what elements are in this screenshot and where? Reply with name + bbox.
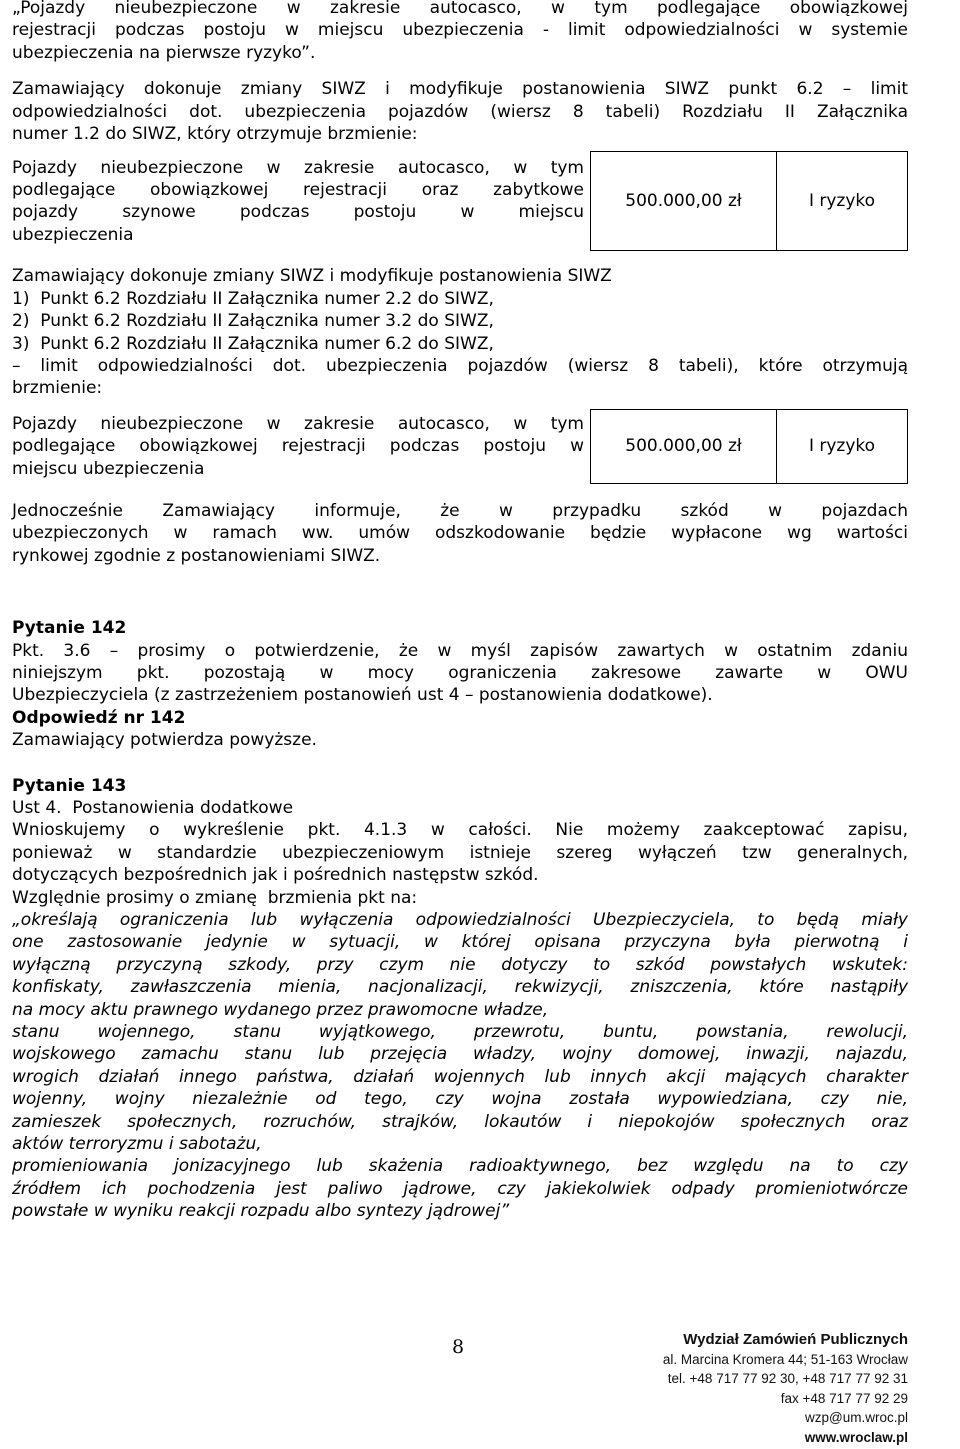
amendment-paragraph [12, 78, 908, 145]
text-line: wojskowego zamachu stanu lub przejęcia władzy, wojny domowej, inwazji, najazdu, [12, 1044, 908, 1065]
text-line: Pojazdy nieubezpieczone w zakresie autocasco, w tym [12, 157, 584, 178]
amendment-list-section [12, 265, 908, 399]
text-line: numer 1.2 do SIWZ, który otrzymuje brzmienie: [12, 124, 418, 145]
text-line: ubezpieczenia na pierwsze ryzyko”. [12, 42, 316, 63]
office-phone: tel. +48 717 77 92 30, +48 717 77 92 31 [667, 1371, 908, 1386]
text-line: one zastosowanie jedynie w sytuacji, w której opisana przyczyna była pierwotną i [12, 932, 908, 953]
text-line: Zamawiający dokonuje zmiany SIWZ i modyfikuje postanowienia SIWZ punkt 6.2 – limit [12, 79, 908, 100]
question-title: Pytanie 143 [12, 775, 127, 796]
text-line: „określają ograniczenia lub wyłączenia odpowiedzialności Ubezpieczyciela, to będą miały [12, 909, 908, 930]
office-email[interactable]: wzp@um.wroc.pl [805, 1410, 908, 1425]
amount-cell: 500.000,00 zł [591, 152, 777, 251]
text-line: rejestracji podczas postoju w miejscu ubezpieczenia - limit odpowiedzialności w systemie [12, 20, 908, 41]
answer-title: Odpowiedź nr 142 [12, 707, 186, 728]
text-line: brzmienie: [12, 378, 103, 399]
text-line: promieniowania jonizacyjnego lub skażenia radioaktywnego, bez względu na to czy [12, 1156, 908, 1177]
text-line: powstałe w wyniku reakcji rozpadu albo syntezy jądrowej” [12, 1201, 510, 1222]
amendment-list [12, 288, 908, 355]
text-line: wyłączną przyczyną szkody, przy czym nie dotyczy to szkód powstałych wskutek: [12, 954, 908, 975]
table-row [12, 152, 908, 251]
office-fax: fax +48 717 77 92 29 [780, 1390, 908, 1406]
text-line: Ubezpieczyciela (z zastrzeżeniem postanowień ust 4 – postanowienia dodatkowe). [12, 685, 713, 706]
text-line: odpowiedzialności dot. ubezpieczenia pojazdów (wiersz 8 tabeli) Rozdziału II Załącznika [12, 101, 908, 122]
text-line: podlegające obowiązkowej rejestracji podczas postoju w [12, 436, 584, 457]
list-item: 1) Punkt 6.2 Rozdziału II Załącznika numer 2.2 do SIWZ, [12, 288, 494, 309]
answer-text: Zamawiający potwierdza powyższe. [12, 730, 317, 751]
list-item: 3) Punkt 6.2 Rozdziału II Załącznika numer 6.2 do SIWZ, [12, 333, 494, 354]
question-title: Pytanie 142 [12, 618, 127, 639]
risk-cell: I ryzyko [777, 409, 908, 483]
text-line: Jednocześnie Zamawiający informuje, że w przypadku szkód w pojazdach [12, 500, 908, 521]
risk-cell: I ryzyko [777, 152, 908, 251]
proposed-wording [12, 909, 908, 1223]
text-line: rynkowej zgodnie z postanowieniami SIWZ. [12, 545, 381, 566]
question-143 [12, 775, 908, 1223]
text-line: miejscu ubezpieczenia [12, 458, 205, 479]
list-item: 2) Punkt 6.2 Rozdziału II Załącznika numer 3.2 do SIWZ, [12, 311, 494, 332]
office-name: Wydział Zamówień Publicznych [683, 1331, 908, 1348]
document-page [12, 0, 908, 1223]
text-line: ubezpieczenia [12, 224, 134, 245]
text-line: Zamawiający dokonuje zmiany SIWZ i modyfikuje postanowienia SIWZ [12, 266, 612, 287]
vehicle-description-cell [12, 409, 591, 483]
text-line: ponieważ w standardzie ubezpieczeniowym istnieje szereg wyłączeń tzw generalnych, [12, 842, 908, 863]
text-line: konfiskaty, zawłaszczenia mienia, nacjonalizacji, rekwizycji, zniszczenia, które nastąpiły [12, 977, 908, 998]
text-line: niniejszym pkt. pozostają w mocy ograniczenia zakresowe zawarte w OWU [12, 662, 908, 683]
office-footer [648, 1330, 908, 1447]
text-line: wrogich działań innego państwa, działań wojennych lub innych akcji mających charakter [12, 1066, 908, 1087]
text-line: Wnioskujemy o wykreślenie pkt. 4.1.3 w całości. Nie możemy zaakceptować zapisu, [12, 820, 908, 841]
text-line: wojenny, wojny niezależnie od tego, czy wojna została wypowiedziana, czy nie, [12, 1089, 908, 1110]
text-line: ubezpieczonych w ramach ww. umów odszkodowanie będzie wypłacone wg wartości [12, 523, 908, 544]
text-line: na mocy aktu prawnego wydanego przez prawomocne władze, [12, 999, 549, 1020]
text-line: zamieszek społecznych, rozruchów, strajków, lokautów i niepokojów społecznych oraz [12, 1111, 908, 1132]
vehicle-description-cell [12, 152, 591, 251]
text-line: Pkt. 3.6 – prosimy o potwierdzenie, że w myśl zapisów zawartych w ostatnim zdaniu [12, 640, 908, 661]
text-line: – limit odpowiedzialności dot. ubezpieczenia pojazdów (wiersz 8 tabeli), które otrzymują [12, 356, 908, 377]
text-line: pojazdy szynowe podczas postoju w miejscu [12, 202, 584, 223]
text-line: stanu wojennego, stanu wyjątkowego, przewrotu, buntu, powstania, rewolucji, [12, 1022, 908, 1042]
office-address: al. Marcina Kromera 44; 51-163 Wrocław [662, 1351, 908, 1367]
text-line: źródłem ich pochodzenia jest paliwo jądrowe, czy jakiekolwiek odpady promieniotwórcze [12, 1178, 908, 1199]
text-line: „Pojazdy nieubezpieczone w zakresie autocasco, w tym podlegające obowiązkowej [12, 0, 908, 18]
text-line: Pojazdy nieubezpieczone w zakresie autocasco, w tym [12, 413, 584, 434]
question-142 [12, 617, 908, 751]
text-line: podlegające obowiązkowej rejestracji oraz zabytkowe [12, 180, 584, 201]
table-row [12, 409, 908, 483]
text-line: Względnie prosimy o zmianę brzmienia pkt na: [12, 887, 418, 908]
limit-table-1 [12, 151, 908, 251]
text-line: dotyczących bezpośrednich jak i pośrednich następstw szkód. [12, 865, 539, 886]
page-number: 8 [452, 1336, 465, 1358]
text-line: Ust 4. Postanowienia dodatkowe [12, 797, 294, 818]
text-line: aktów terroryzmu i sabotażu, [12, 1134, 262, 1155]
amount-cell: 500.000,00 zł [591, 409, 777, 483]
intro-paragraph [12, 0, 908, 64]
information-paragraph [12, 500, 908, 567]
limit-table-2 [12, 409, 908, 484]
office-website[interactable]: www.wroclaw.pl [804, 1429, 908, 1445]
